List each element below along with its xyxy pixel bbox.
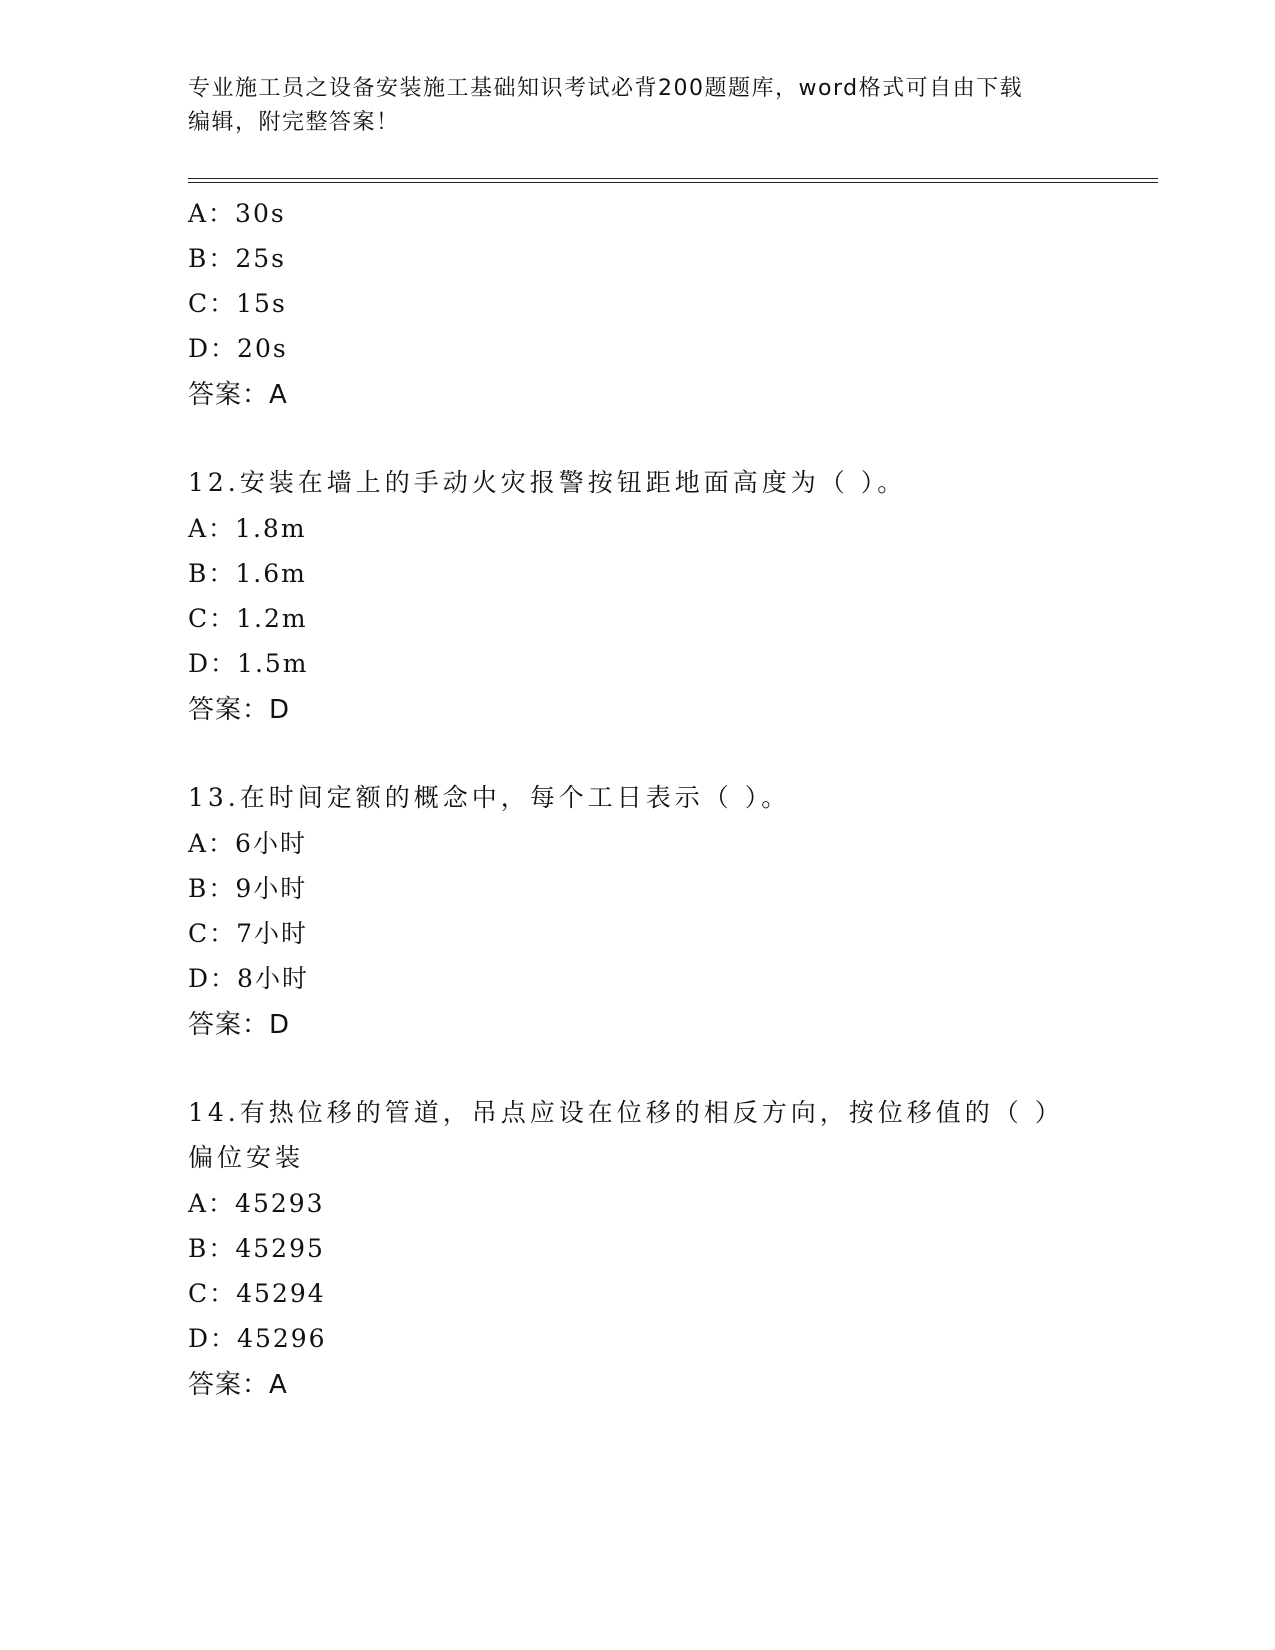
q14-option-d: D：45296	[188, 1324, 327, 1353]
q14-option-c: C：45294	[188, 1279, 326, 1308]
q13-option-b: B：9小时	[188, 874, 308, 903]
q13-question: 13.在时间定额的概念中，每个工日表示（ ）。	[188, 783, 791, 812]
q13-answer: 答案：D	[188, 1010, 291, 1040]
q12-option-d: D：1.5m	[188, 649, 309, 678]
q12-question: 12.安装在墙上的手动火灾报警按钮距地面高度为（ ）。	[188, 468, 907, 497]
q11-option-c: C：15s	[188, 289, 287, 318]
q12-option-c: C：1.2m	[188, 604, 308, 633]
q14-option-a: A：45293	[188, 1189, 325, 1218]
q12-option-a: A：1.8m	[188, 514, 307, 543]
header-line-2: 编辑，附完整答案！	[188, 110, 400, 135]
q11-option-d: D：20s	[188, 334, 288, 363]
q12-answer: 答案：D	[188, 695, 291, 725]
q14-question-line-1: 14.有热位移的管道，吊点应设在位移的相反方向，按位移值的（ ）	[188, 1098, 1064, 1127]
q11-option-b: B：25s	[188, 244, 287, 273]
q13-option-d: D：8小时	[188, 964, 309, 993]
q11-option-a: A：30s	[188, 199, 286, 228]
q11-answer: 答案：A	[188, 380, 288, 410]
q13-option-a: A：6小时	[188, 829, 307, 858]
q13-option-c: C：7小时	[188, 919, 309, 948]
q14-question-line-2: 偏位安装	[188, 1143, 305, 1172]
header-line-1: 专业施工员之设备安装施工基础知识考试必背200题题库，word格式可自由下载	[188, 76, 1024, 101]
document-header	[188, 72, 1088, 140]
q12-option-b: B：1.6m	[188, 559, 307, 588]
header-divider	[188, 178, 1158, 183]
q14-option-b: B：45295	[188, 1234, 325, 1263]
q14-answer: 答案：A	[188, 1370, 288, 1400]
